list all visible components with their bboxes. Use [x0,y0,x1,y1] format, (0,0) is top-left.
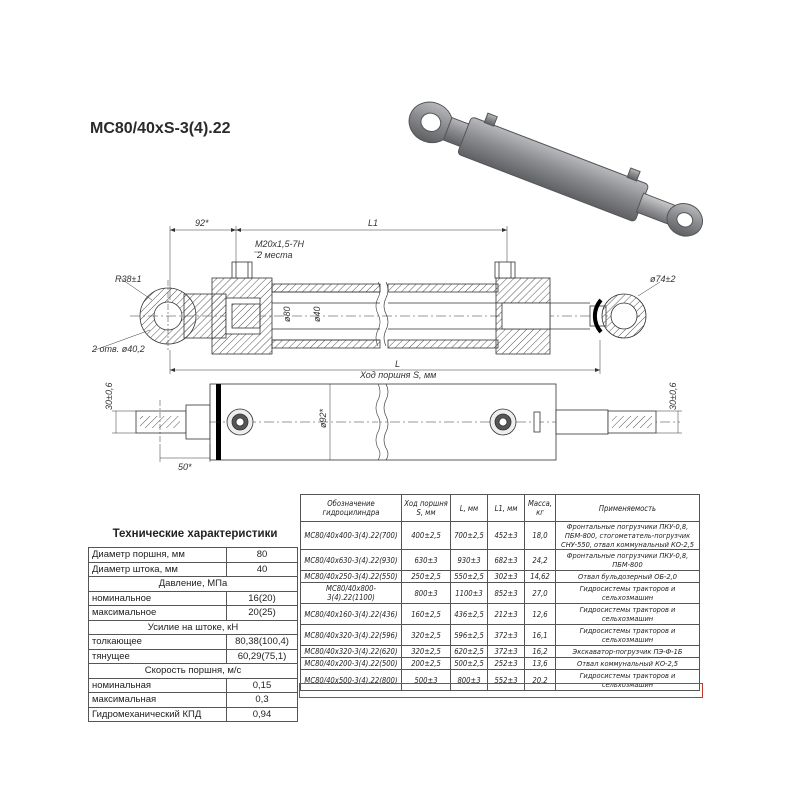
spec-value: 0,94 [227,707,298,722]
spec-label: тянущее [89,649,227,664]
cell-s: 320±2,5 [402,646,451,658]
cell-name: МС80/40х160-3(4).22(436) [301,604,402,625]
spec-value: 80 [227,548,298,563]
dim-l1: L1 [368,218,379,228]
cell-app: Отвал коммунальный КО-2,5 [556,658,700,670]
dim-l: L [395,359,401,369]
spec-value: 40 [227,562,298,577]
cell-name: МС80/40х250-3(4).22(550) [301,571,402,583]
spec-value: 80,38(100,4) [227,635,298,650]
spec-value: 0,3 [227,693,298,708]
spec-row [89,562,298,577]
cell-app: Фронтальные погрузчики ПКУ-0,8, ПБМ-800 [556,550,700,571]
cell-l: 500±2,5 [451,658,488,670]
cell-s: 500±3 [402,670,451,691]
spec-label: номинальная [89,678,227,693]
dim-50: 50* [178,462,192,472]
cell-l: 620±2,5 [451,646,488,658]
stroke-label: Ход поршня S, мм [360,370,437,380]
cell-l: 596±2,5 [451,625,488,646]
col-header: Ход поршня S, мм [402,495,451,522]
cell-name: МС80/40х630-3(4).22(930) [301,550,402,571]
cell-name: МС80/40х400-3(4).22(700) [301,522,402,550]
cell-s: 160±2,5 [402,604,451,625]
cell-l: 1100±3 [451,583,488,604]
spec-label: номинальное [89,591,227,606]
cell-name: МС80/40х320-3(4).22(596) [301,625,402,646]
cell-l: 436±2,5 [451,604,488,625]
width-right-label: 30±0,6 [668,382,678,410]
table-row [301,522,700,550]
cell-l: 930±3 [451,550,488,571]
cylinder-render [403,87,712,245]
holes-label: 2 отв. ø40,2 [92,344,145,354]
cell-app: Экскаватор-погрузчик ПЭ-Ф-1Б [556,646,700,658]
width-left-label: 30±0,6 [104,382,114,410]
cell-name: МС80/40х320-3(4).22(620) [301,646,402,658]
highlighted-row-frame [299,683,703,698]
cell-m: 12,6 [525,604,556,625]
spec-section: Давление, МПа [89,577,298,592]
body-diameter-label: ø92* [318,408,328,428]
models-table [300,494,700,691]
cell-l1: 372±3 [488,625,525,646]
top-view [112,384,682,462]
spec-row [89,606,298,621]
cell-l1: 212±3 [488,604,525,625]
spec-label: максимальная [89,693,227,708]
spec-label: Диаметр поршня, мм [89,548,227,563]
cell-m: 13,6 [525,658,556,670]
thread-label: М20х1,5-7Н [255,239,305,249]
rod-diameter-label: ø40 [312,306,322,322]
cell-m: 24,2 [525,550,556,571]
col-header: Применяемость [556,495,700,522]
cell-app: Гидросистемы тракторов и сельхозмашин [556,583,700,604]
piston-diameter-label: ø80 [282,306,292,322]
cell-l1: 452±3 [488,522,525,550]
spec-row [89,620,298,635]
specs-title: Технические характеристики [112,528,278,540]
cell-l: 700±2,5 [451,522,488,550]
spec-row [89,649,298,664]
cell-l: 550±2,5 [451,571,488,583]
cell-s: 630±3 [402,550,451,571]
cell-app: Гидросистемы тракторов и сельхозмашин [556,670,700,691]
cell-s: 400±2,5 [402,522,451,550]
cell-s: 320±2,5 [402,625,451,646]
spec-row [89,635,298,650]
spec-value: 0,15 [227,678,298,693]
spec-row [89,707,298,722]
cell-l1: 852±3 [488,583,525,604]
table-row [301,625,700,646]
table-row [301,658,700,670]
col-header: L1, мм [488,495,525,522]
spec-row [89,591,298,606]
cell-l1: 682±3 [488,550,525,571]
cell-app: Фронтальные погрузчики ПКУ-0,8, ПБМ-800, стогометатель-погрузчик СНУ-550, отвал коммунальный КО-2,5 [556,522,700,550]
cell-m: 27,0 [525,583,556,604]
radius-label: R38±1 [115,274,142,284]
cell-m: 16,1 [525,625,556,646]
col-header: Масса, кг [525,495,556,522]
cell-s: 250±2,5 [402,571,451,583]
table-row [301,571,700,583]
cell-l1: 372±3 [488,646,525,658]
spec-row [89,693,298,708]
cell-name: МС80/40х200-3(4).22(500) [301,658,402,670]
dim-92: 92* [195,218,209,228]
spec-label: Диаметр штока, мм [89,562,227,577]
cell-m: 16,2 [525,646,556,658]
specs-table [88,547,298,722]
spec-section: Скорость поршня, м/с [89,664,298,679]
table-row [301,646,700,658]
table-row [301,550,700,571]
spec-row [89,577,298,592]
cell-l1: 302±3 [488,571,525,583]
section-view [95,226,660,374]
page-title: МС80/40хS-3(4).22 [90,120,231,137]
cell-l1: 252±3 [488,658,525,670]
spec-row [89,664,298,679]
cell-m: 14,62 [525,571,556,583]
cell-l: 800±3 [451,670,488,691]
spec-row [89,548,298,563]
spec-section: Усилие на штоке, кН [89,620,298,635]
cell-app: Отвал бульдозерный ОБ-2,0 [556,571,700,583]
spec-value: 20(25) [227,606,298,621]
col-header: L, мм [451,495,488,522]
table-row [301,604,700,625]
spec-value: 16(20) [227,591,298,606]
cell-app: Гидросистемы тракторов и сельхозмашин [556,625,700,646]
cell-app: Гидросистемы тракторов и сельхозмашин [556,604,700,625]
pin-diameter-label: ø74±2 [650,274,676,284]
cell-m: 18,0 [525,522,556,550]
spec-value: 60,29(75,1) [227,649,298,664]
table-row [301,583,700,604]
spec-label: максимальное [89,606,227,621]
cell-name: МС80/40х800-3(4).22(1100) [301,583,402,604]
cell-m: 20,2 [525,670,556,691]
spec-label: Гидромеханический КПД [89,707,227,722]
cell-s: 800±3 [402,583,451,604]
cell-l1: 552±3 [488,670,525,691]
spec-label: толкающее [89,635,227,650]
cell-s: 200±2,5 [402,658,451,670]
cell-name: МС80/40х500-3(4).22(800) [301,670,402,691]
col-header: Обозначение гидроцилиндра [301,495,402,522]
spec-row [89,678,298,693]
thread-note: 2 места [257,250,293,260]
